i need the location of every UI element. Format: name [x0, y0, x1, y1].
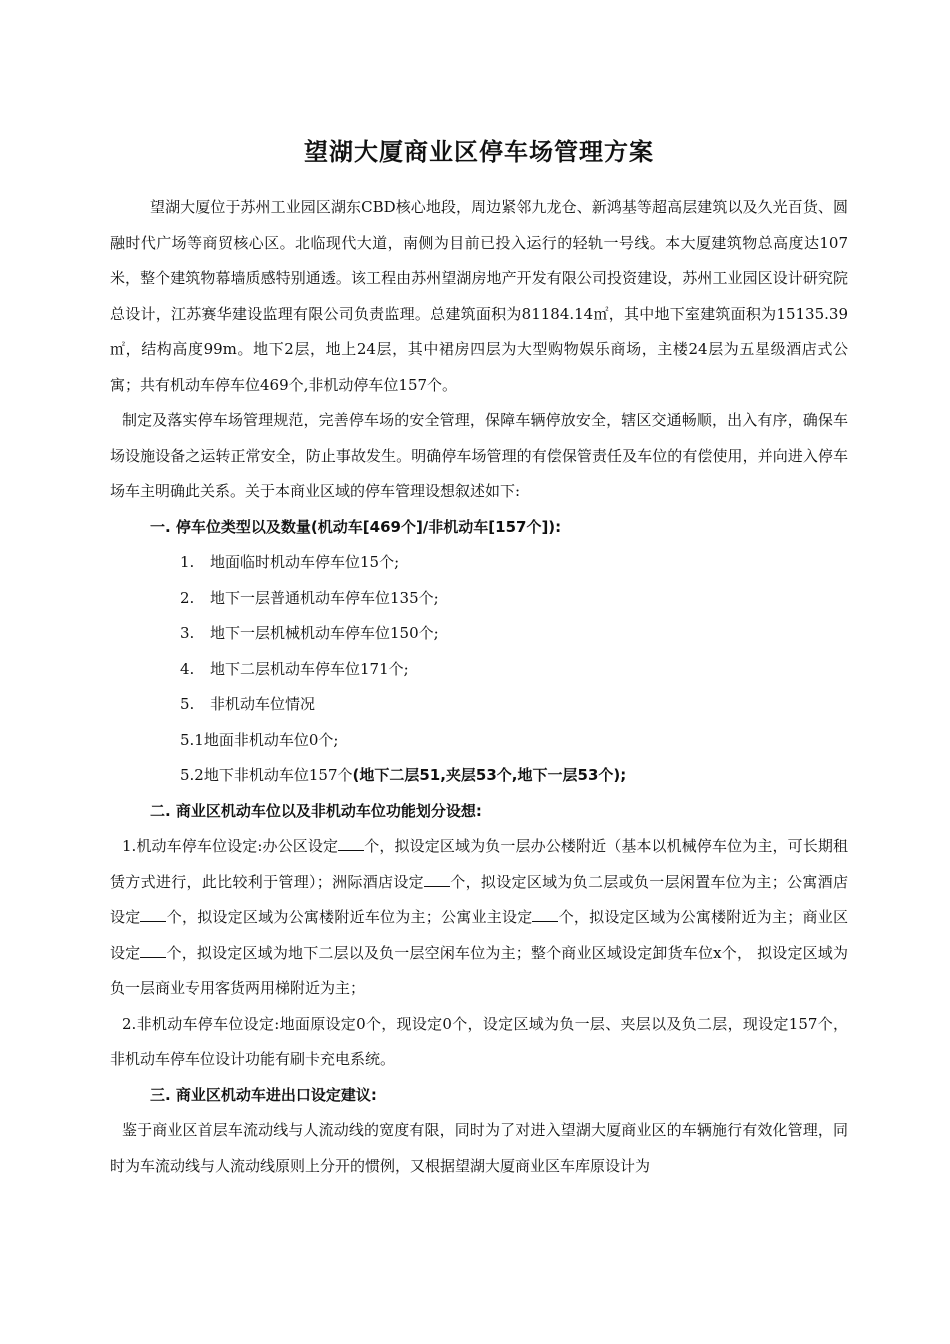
list-text: 地下一层机械机动车停车位150个;	[210, 624, 439, 642]
section2-paragraph-1	[110, 829, 848, 1007]
section1-heading: 一. 停车位类型以及数量(机动车[469个]/非机动车[157个]):	[150, 517, 562, 536]
text-run: 个，拟设定区域为负二层或负一层闲置车位为主；公寓酒店设定	[110, 872, 848, 926]
list-number: 4.	[180, 659, 195, 678]
section2-heading: 二. 商业区机动车位以及非机动车位功能划分设想:	[150, 801, 482, 820]
list-number: 3.	[180, 624, 195, 642]
list-item	[180, 581, 848, 617]
text-run: 1.机动车停车位设定:办公区设定	[122, 837, 339, 855]
text-run: 个，拟设定区域为负一层办公楼附近（基本以机械停车位为主，可长期租赁方式进行，此比较利于管理）；洲际酒店设定	[110, 837, 848, 891]
intro-paragraph: 望湖大厦位于苏州工业园区湖东CBD核心地段，周边紧邻九龙仓、新鸿基等超高层建筑以及久光百货、圆融时代广场等商贸核心区。北临现代大道，南侧为目前已投入运行的轻轨一号线。本大厦建筑物总高度达107米，整个建筑物幕墙质感特别通透。该工程由苏州望湖房地产开发有限公司投资建设，苏州工业园区设计研究院总设计，江苏赛华建设监理有限公司负责监理。总建筑面积为81184.14㎡，其中地下室建筑面积为15135.39㎡，结构高度99m。地下2层，地上24层，其中裙房四层为大型购物娱乐商场，主楼24层为五星级酒店式公寓；共有机动车停车位469个,非机动停车位157个。	[110, 198, 848, 394]
list-item	[180, 687, 848, 723]
sub-list-text: 5.2地下非机动车位157个	[180, 766, 353, 784]
list-number: 5.	[180, 695, 195, 713]
text-run: 个，拟设定区域为公寓楼附近车位为主；公寓业主设定	[166, 908, 533, 926]
sub-list-bold-text: (地下二层51,夹层53个,地下一层53个);	[352, 766, 627, 784]
text-run: 个，拟设定区域为公寓楼附近为主；商业区设定	[110, 908, 848, 962]
purpose-paragraph: 制定及落实停车场管理规范，完善停车场的安全管理，保障车辆停放安全，辖区交通畅顺，出入有序，确保车场设施设备之运转正常安全，防止事故发生。明确停车场管理的有偿保管责任及车位的有偿使用，并向进入停车场车主明确此关系。关于本商业区域的停车管理设想叙述如下:	[110, 411, 848, 500]
list-text: 地面临时机动车停车位15个;	[210, 553, 400, 571]
list-text: 地下二层机动车停车位171个;	[210, 659, 409, 678]
list-number: 2.	[180, 588, 195, 607]
section3-heading: 三. 商业区机动车进出口设定建议:	[150, 1085, 377, 1104]
list-item	[180, 652, 848, 688]
sub-list-item: 5.1地面非机动车位0个;	[180, 730, 339, 749]
list-text: 地下一层普通机动车停车位135个;	[210, 588, 439, 607]
list-text: 非机动车位情况	[210, 695, 316, 713]
blank-line	[532, 907, 558, 922]
list-number: 1.	[180, 553, 195, 571]
text-run: 个，拟设定区域为地下二层以及负一层空闲车位为主；整个商业区域设定卸货车位x个， 拟设定区域为负一层商业专用客货两用梯附近为主；	[110, 943, 848, 997]
blank-line	[424, 872, 450, 887]
blank-line	[140, 907, 166, 922]
section3-paragraph-1: 鉴于商业区首层车流动线与人流动线的宽度有限，同时为了对进入望湖大厦商业区的车辆施行有效化管理，同时为车流动线与人流动线原则上分开的惯例，又根据望湖大厦商业区车库原设计为	[110, 1121, 848, 1175]
sub-list-item	[180, 758, 848, 794]
list-item	[180, 545, 848, 581]
section2-paragraph-2: 2.非机动车停车位设定:地面原设定0个，现设定0个，设定区域为负一层、夹层以及负二层，现设定157个，非机动车停车位设计功能有刷卡充电系统。	[110, 1014, 848, 1068]
blank-line	[338, 836, 364, 851]
blank-line	[140, 943, 166, 958]
document-title: 望湖大厦商业区停车场管理方案	[304, 138, 654, 166]
list-item	[180, 616, 848, 652]
